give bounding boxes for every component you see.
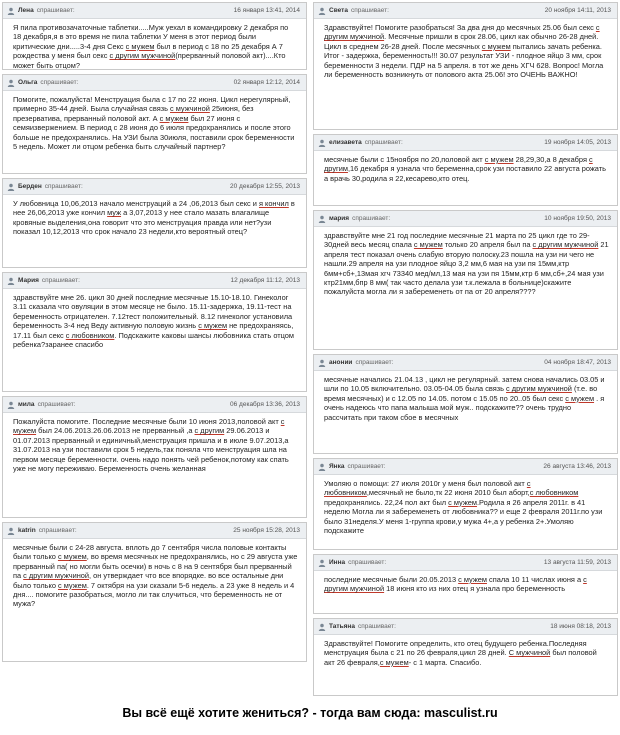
post-date: 19 ноября 14:05, 2013 xyxy=(544,139,611,146)
asks-label: спрашивает: xyxy=(352,215,391,222)
highlighted-phrase: с мужем xyxy=(481,41,511,51)
user-icon xyxy=(318,359,326,367)
highlighted-phrase: с другим мужчиной xyxy=(23,571,90,581)
highlighted-phrase: с мужем xyxy=(458,575,487,584)
highlighted-phrase: с мужем xyxy=(159,113,189,123)
highlighted-phrase: с другим мужчиной xyxy=(324,575,587,594)
post-author xyxy=(7,7,75,15)
post-text: последние месячные были 20.05.2013 с мужем спала 10 11 числах июня а с другим мужчиной 18 июня кто из них отец я узнала про беременность xyxy=(324,575,587,594)
user-icon xyxy=(318,623,326,631)
post-text: Пожалуйста помогите. Последние месячные были 10 июня 2013,половой акт с мужем был 24.06.2013.26.06.2013 не прерванный ,а с другим 29.06.2013 и 01.07.2013 прерванный и единичный,менструация пришла и в июле 9.07.2013,а 31.07.2013 на узи поставили срок 5 недель,так поняла что менструация шла на первом месяце беременности. очень надо понять чей ребенок,потому как спать уже не могу переживаю. Беременность очень желанная xyxy=(13,417,289,474)
forum-post xyxy=(2,396,307,518)
highlighted-phrase: с другим мужчиной xyxy=(532,240,599,250)
post-author xyxy=(318,215,390,223)
user-icon xyxy=(7,401,15,409)
highlighted-phrase: с другим мужчиной xyxy=(324,23,600,42)
forum-post xyxy=(313,2,618,130)
highlighted-phrase: с другим xyxy=(324,155,593,174)
forum-post xyxy=(313,554,618,614)
highlighted-phrase: я кончил xyxy=(258,199,289,208)
forum-post xyxy=(2,178,307,268)
asks-label: спрашивает: xyxy=(44,183,83,190)
post-date: 16 января 13:41, 2014 xyxy=(233,7,300,14)
user-icon xyxy=(318,463,326,471)
highlighted-phrase: с мужем xyxy=(125,41,155,51)
asks-label: спрашивает: xyxy=(348,559,387,566)
highlighted-phrase: с мужем xyxy=(198,321,228,331)
post-author xyxy=(318,559,386,567)
highlighted-phrase: с мужем xyxy=(57,552,87,562)
post-header xyxy=(3,397,306,413)
asks-label: спрашивает: xyxy=(364,139,403,146)
author-name[interactable]: Инна xyxy=(329,559,346,566)
post-date: 02 января 12:12, 2014 xyxy=(233,79,300,86)
forum-post xyxy=(313,134,618,206)
post-text: здравствуйте мне 26. цикл 30 дней последние месячные 15.10-18.10. Гинеколог 3.11 сказала что овуляции в этом месяце не было. 15.11-задержка, 19.11-тест на беременность отрицателен. 7.12тест положительный. 8.12 гинеколог установила беременность 3-4 нед Веду активную половую жизнь с мужем не предохраняясь, 17.11 был секс с любовником. Подскажите каковы шансы любовника стать отцом ребенка?заранее спасибо xyxy=(13,293,295,350)
left-column xyxy=(2,2,307,666)
author-name[interactable]: katrin xyxy=(18,527,36,534)
user-icon xyxy=(318,215,326,223)
post-header xyxy=(3,3,306,19)
post-date: 13 августа 11:59, 2013 xyxy=(543,559,611,566)
forum-post xyxy=(2,272,307,392)
highlighted-phrase: с мужем xyxy=(379,657,409,667)
post-header xyxy=(3,273,306,289)
forum-post xyxy=(313,458,618,550)
asks-label: спрашивает: xyxy=(37,401,76,408)
post-text: месячные были с 15ноября по 20,половой акт с мужем 28,29,30,а 8 декабря с другим,16 декабря я узнала что беременна,срок узи поставило 22 августа рожать а врачь 30,родила я 22,кесарево,кто отец. xyxy=(324,155,606,183)
post-header xyxy=(3,179,306,195)
highlighted-phrase: муж xyxy=(107,208,122,218)
forum-post xyxy=(313,210,618,350)
post-header xyxy=(314,211,617,227)
author-name[interactable]: елизавета xyxy=(329,139,362,146)
author-name[interactable]: анонии xyxy=(329,359,353,366)
post-date: 25 ноября 15:28, 2013 xyxy=(233,527,300,534)
post-date: 10 ноября 19:50, 2013 xyxy=(544,215,611,222)
post-author xyxy=(7,277,80,285)
forum-post xyxy=(2,522,307,662)
post-header xyxy=(314,619,617,635)
highlighted-phrase: С мужчиной xyxy=(508,648,551,658)
highlighted-phrase: с мужчиной xyxy=(170,104,210,114)
highlighted-phrase: с другим мужчиной xyxy=(506,384,572,394)
highlighted-phrase: с любовником xyxy=(65,330,115,340)
author-name[interactable]: Света xyxy=(329,7,348,14)
post-header xyxy=(3,75,306,91)
asks-label: спрашивает: xyxy=(36,7,75,14)
user-icon xyxy=(7,183,15,191)
author-name[interactable]: Янка xyxy=(329,463,345,470)
post-text: месячные были с 24-28 августа. вплоть до 7 сентября числа половые контакты были только с мужем, во время месячных не предохранялись, но с 29 августа уже прерванный па( но могли быть осечки) в ночь с 8 на 9 сентября был прерванный па с другим мужчиной, он утверждает что все впорядке. во все остальные дни было только с мужем. 7 октября на узи сказали 5-6 недель. а 23 уже 8 недель и 4 дня.... помогите разобраться, могло ли так случиться, что беременность не от мужа? xyxy=(13,543,298,609)
user-icon xyxy=(7,277,15,285)
user-icon xyxy=(7,79,15,87)
user-icon xyxy=(7,527,15,535)
post-header xyxy=(3,523,306,539)
forum-post xyxy=(2,2,307,70)
highlighted-phrase: с другим xyxy=(194,426,225,436)
highlighted-phrase: с мужем xyxy=(413,240,443,250)
bottom-caption: Вы всё ещё хотите жениться? - тогда вам сюда: masculist.ru xyxy=(122,706,498,720)
right-column xyxy=(313,2,618,700)
highlighted-phrase: с мужем xyxy=(565,393,595,403)
forum-post xyxy=(313,618,618,696)
post-author xyxy=(318,7,389,15)
post-author xyxy=(7,79,78,87)
post-text: здравствуйте мне 21 год последние месячные 21 марта по 25 цикл где то 29-30дней весь месяц спала с мужем только 20 апреля был па с другим мужчиной 21 апреля тест показал очень слабую вторую полоску.23 пошла на узи ни чего не нашли.29 апреля на узи плодное яйцо 3,2 мм,6 мая на узи пя 15мм,ктр 6мм+сб+,13мая хгч 73340 мед/мл,13 мая на узи пя 15мм,ктр 6 мм,сб+,24 мая узи ктр21мм,бпр 8 мм( так часто делала узи т.к.лежала в больнице)скажите пожалуйста могла ли я забеременеть от па от 20 апреля???? xyxy=(324,231,609,297)
asks-label: спрашивает: xyxy=(357,623,396,630)
post-text: Здравствуйте! Помогите определить, кто отец будущего ребенка.Последняя менструация была с 21 по 26 февраля,цикл 28 дней. С мужчиной был половой акт 26 февраля,с мужем- с 1 марта. Спасибо. xyxy=(324,639,597,667)
post-author xyxy=(7,401,76,409)
author-name[interactable]: мила xyxy=(18,401,35,408)
asks-label: спрашивает: xyxy=(40,79,79,86)
asks-label: спрашивает: xyxy=(347,463,386,470)
post-date: 12 декабря 11:12, 2013 xyxy=(230,277,300,284)
post-header xyxy=(314,3,617,19)
asks-label: спрашивает: xyxy=(38,527,77,534)
author-name[interactable]: Лена xyxy=(18,7,34,14)
user-icon xyxy=(318,559,326,567)
post-author xyxy=(7,183,83,191)
highlighted-phrase: с любовником xyxy=(324,479,531,498)
highlighted-phrase: с другим мужчиной xyxy=(109,51,176,61)
post-author xyxy=(318,623,396,631)
post-date: 20 декабря 12:55, 2013 xyxy=(230,183,300,190)
author-name[interactable]: мария xyxy=(329,215,350,222)
post-text: Умоляю о помощи: 27 июля 2010г у меня был половой акт с любовником,месячный не было,тк 22 июня 2010 был аборт,с любовником предохранялись. 22,24 пол акт был с мужем.Родила я 26 апреля 2011г. в 41 неделю Могла ли я забеременеть от любовника?? и еще 2 февраля 2011г.по узи было 31неделя.У меня 1-группа крови,у мужа 4+,а у ребенка 2+.Умоляю подскажите xyxy=(324,479,603,536)
highlighted-phrase: с мужем xyxy=(58,580,87,590)
asks-label: спрашивает: xyxy=(350,7,389,14)
post-text: Здравствуйте! Помогите разобраться! За два дня до месячных 25.06 был секс с другим мужчиной. Месячные пришли в срок 28.06, цикл как обычно 26-28 дней. Цикл в среднем 26-28 дней. После месячных с мужем пытались зачать ребенка. Итог - задержка, беременность!!! 30.07 результат УЗИ - плодное яйцо 3 мм, срок беременности 3 недели. ПДР на 5 апреля. в тот же день ХГЧ 628. Вопрос! Могла ли беременность возникнуть от полового акта 25.06! это ОЧЕНЬ ВАЖНО! xyxy=(324,23,604,80)
author-name[interactable]: Ольга xyxy=(18,79,38,86)
author-name[interactable]: Татьяна xyxy=(329,623,355,630)
highlighted-phrase: с мужем xyxy=(484,155,514,164)
asks-label: спрашивает: xyxy=(355,359,394,366)
post-text: Помогите, пожалуйста! Менструация была с 17 по 22 июня. Цикл нерегулярный, примерно 35-44 дней. Была случайная связь с мужчиной 25июня, без презерватива, прерванный половой акт. А с мужем был 27 июня с семяизвержением. В период с 28 июня до 6 июля предохранялись и после этого больше не предохранялись. На УЗИ была 30июля, поставили срок беременности 5 недель. Может ли отцом ребенка быть случайный партнер? xyxy=(13,95,295,152)
post-author xyxy=(7,527,77,535)
post-author xyxy=(318,359,393,367)
post-text: У любовница 10,06,2013 начало менструаций а 24 ,06,2013 был секс и я кончил в нее 26,06,2013 уже кончил муж а 3,07,2013 у нее стало мазать влагалище кровяные выделения,она говорит что это менструация правда или нет?узи показал 10,12,2013 что срок начало 23 недели,кто вероятный отец? xyxy=(13,199,295,237)
post-date: 20 ноября 14:11, 2013 xyxy=(544,7,611,14)
post-date: 18 июня 08:18, 2013 xyxy=(550,623,611,630)
highlighted-phrase: с мужем xyxy=(448,497,477,507)
post-date: 04 ноября 18:47, 2013 xyxy=(544,359,611,366)
forum-post xyxy=(2,74,307,174)
post-header xyxy=(314,135,617,151)
post-author xyxy=(318,463,386,471)
post-date: 26 августа 13:46, 2013 xyxy=(543,463,611,470)
highlighted-phrase: с мужем xyxy=(13,417,285,436)
user-icon xyxy=(318,139,326,147)
user-icon xyxy=(7,7,15,15)
post-text: Я пила противозачаточные таблетки.....Муж уехал в командировку 2 декабря по 18 декабря,я в это время не пила таблетки У меня в этот период были критические дни.....3-4 дня Секс с мужем был в период с 18 по 25 декабря А 7 рождества у меня был секс с другим мужчиной(прерванный половой акт)....Кто может быть отцом? xyxy=(13,23,289,70)
asks-label: спрашивает: xyxy=(41,277,80,284)
post-author xyxy=(318,139,403,147)
post-date: 06 декабря 13:36, 2013 xyxy=(230,401,300,408)
author-name[interactable]: Берден xyxy=(18,183,42,190)
author-name[interactable]: Мария xyxy=(18,277,39,284)
forum-post xyxy=(313,354,618,454)
post-text: месячные начались 21.04.13 , цикл не регулярный. затем снова начались 03.05 и шли по 10.05 включительно. 03.05-04.05 была связь с другим мужчиной (т.е. во время месячных) и с 12.05 по 14.05. потом с 15.05 по 20..05 был секс с мужем . я очень надеюсь что папа малыша мой муж.. подскажите?? очень трудно рассчитать при таком сбое в месячных xyxy=(324,375,605,422)
post-header xyxy=(314,555,617,571)
highlighted-phrase: с любовником xyxy=(529,488,579,498)
post-header xyxy=(314,355,617,371)
post-header xyxy=(314,459,617,475)
user-icon xyxy=(318,7,326,15)
